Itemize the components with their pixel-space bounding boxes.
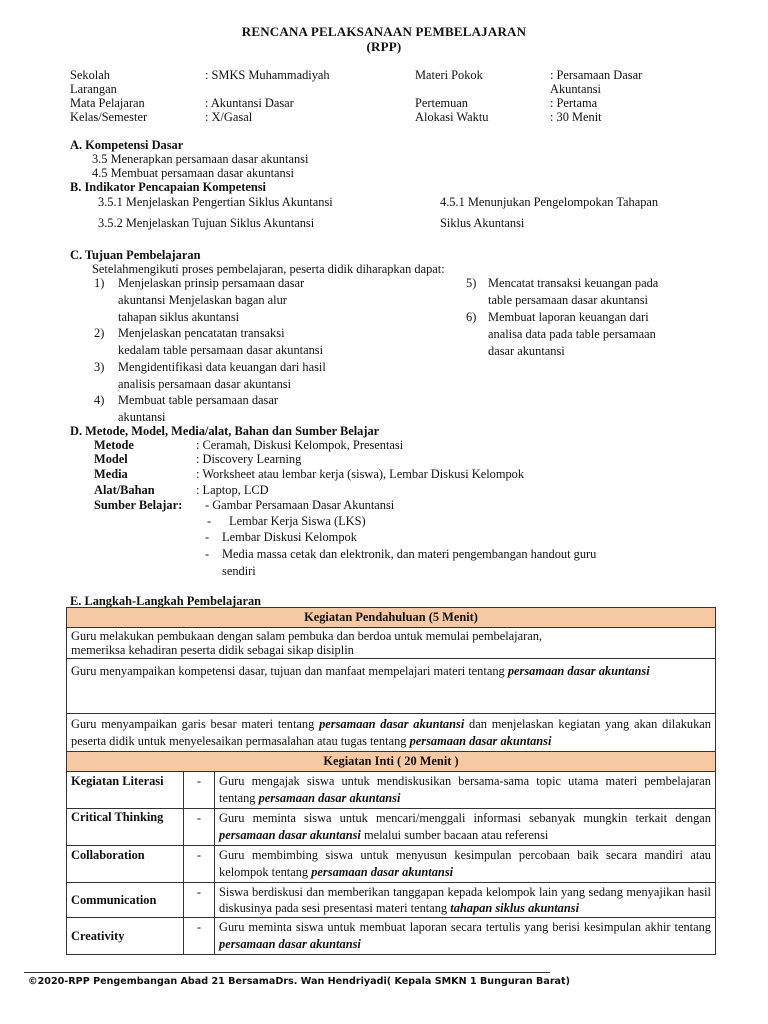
mapel-value: : Akuntansi Dasar: [205, 96, 294, 110]
step-line: memeriksa kehadiran peserta didik sebagai sikap disiplin: [71, 643, 354, 657]
document-subtitle: (RPP): [366, 39, 402, 54]
pertemuan-label: Pertemuan: [415, 96, 468, 110]
row-text: Guru mengajak siswa untuk mendiskusikan bersama-sama topic utama materi pembelajaran tentang: [219, 774, 711, 805]
footer-rule: [24, 972, 550, 973]
step-text: Guru menyampaikan kompetensi dasar, tujuan dan manfaat mempelajari materi tentang: [71, 664, 505, 678]
kd-item: 4.5 Membuat persamaan dasar akuntansi: [92, 166, 294, 180]
step-text: Guru menyampaikan garis besar materi tentang: [71, 717, 315, 731]
sumber-item: Lembar Diskusi Kelompok: [222, 530, 357, 544]
indikator-3-5-2: 3.5.2 Menjelaskan Tujuan Siklus Akuntansi: [98, 216, 315, 230]
row-text: Siswa berdiskusi dan memberikan tanggapan kepada kelompok lain yang sedang menyajikan hasil diskusinya pada sesi presentasi materi tentang: [219, 885, 711, 915]
tujuan-line: akuntansi: [118, 410, 166, 424]
pertemuan-value: : Pertama: [550, 96, 598, 110]
tujuan-line: kedalam table persamaan dasar akuntansi: [118, 343, 324, 357]
tujuan-num: 3): [94, 360, 105, 374]
pendahuluan-header: Kegiatan Pendahuluan (5 Menit): [67, 608, 716, 628]
row-emphasis: persamaan dasar akuntansi: [258, 791, 401, 805]
inti-label: Communication: [67, 883, 184, 918]
inti-label: Critical Thinking: [67, 809, 184, 846]
tujuan-line: tahapan siklus akuntansi: [118, 310, 240, 324]
sumber-label: Sumber Belajar:: [94, 498, 183, 512]
footer-text: ©2020-RPP Pengembangan Abad 21 BersamaDrs. Wan Hendriyadi( Kepala SMKN 1 Bunguran Barat): [28, 976, 570, 987]
model-value: : Discovery Learning: [196, 452, 302, 466]
inti-text: [215, 846, 716, 883]
alokasi-value: : 30 Menit: [550, 110, 602, 124]
alat-label: Alat/Bahan: [94, 483, 155, 497]
pendahuluan-step-1: [67, 628, 716, 659]
section-d-heading: D. Metode, Model, Media/alat, Bahan dan Sumber Belajar: [70, 424, 380, 438]
langkah-pembelajaran-table: [66, 607, 716, 955]
tujuan-line: dasar akuntansi: [488, 344, 565, 358]
section-b-heading: B. Indikator Pencapaian Kompetensi: [70, 180, 266, 194]
kelas-value: : X/Gasal: [205, 110, 253, 124]
row-dash: -: [184, 772, 215, 809]
sumber-dash: -: [205, 530, 210, 544]
indikator-3-5-1: 3.5.1 Menjelaskan Pengertian Siklus Akuntansi: [98, 195, 333, 209]
row-emphasis: tahapan siklus akuntansi: [450, 901, 580, 915]
row-dash: -: [184, 883, 215, 918]
sumber-item-cont: sendiri: [222, 564, 256, 578]
tujuan-num: 6): [466, 310, 477, 324]
pendahuluan-step-3: [67, 714, 716, 752]
section-e-heading: E. Langkah-Langkah Pembelajaran: [70, 594, 262, 608]
materi-value-cont: Akuntansi: [550, 82, 601, 96]
step-emphasis: persamaan dasar akuntansi: [409, 734, 552, 748]
row-dash: -: [184, 918, 215, 955]
row-text: melalui sumber bacaan atau referensi: [363, 828, 549, 842]
step-emphasis: persamaan dasar akuntansi: [319, 717, 465, 731]
pendahuluan-step-2: [67, 659, 716, 714]
sumber-dash: -: [205, 547, 210, 561]
sekolah-value: : SMKS Muhammadiyah: [205, 68, 330, 82]
section-a-heading: A. Kompetensi Dasar: [70, 138, 184, 152]
tujuan-line: Menjelaskan prinsip persamaan dasar: [118, 276, 305, 290]
tujuan-line: Menjelaskan pencatatan transaksi: [118, 326, 285, 340]
table-row: [67, 918, 716, 955]
inti-label: Creativity: [67, 918, 184, 955]
metode-label: Metode: [94, 438, 134, 452]
materi-value: : Persamaan Dasar: [550, 68, 643, 82]
materi-label: Materi Pokok: [415, 68, 483, 82]
step-line: Guru melakukan pembukaan dengan salam pembuka dan berdoa untuk memulai pembelajaran,: [71, 629, 543, 643]
tujuan-line: Membuat table persamaan dasar: [118, 393, 278, 407]
inti-header: Kegiatan Inti ( 20 Menit ): [67, 752, 716, 772]
kd-item: 3.5 Menerapkan persamaan dasar akuntansi: [92, 152, 309, 166]
alokasi-label: Alokasi Waktu: [415, 110, 489, 124]
tujuan-line: analisis persamaan dasar akuntansi: [118, 377, 292, 391]
sumber-item: Media massa cetak dan elektronik, dan materi pengembangan handout guru: [222, 547, 597, 561]
row-text: Guru meminta siswa untuk mencari/menggali informasi sebanyak mungkin terkait dengan: [219, 811, 711, 825]
tujuan-line: akuntansi Menjelaskan bagan alur: [118, 293, 287, 307]
model-label: Model: [94, 452, 128, 466]
tujuan-num: 1): [94, 276, 105, 290]
row-emphasis: persamaan dasar akuntansi: [219, 937, 361, 951]
tujuan-line: Mengidentifikasi data keuangan dari hasil: [118, 360, 326, 374]
table-row: [67, 883, 716, 918]
tujuan-intro: Setelahmengikuti proses pembelajaran, peserta didik diharapkan dapat:: [92, 262, 445, 276]
sumber-dash: -: [207, 514, 212, 528]
sekolah-value-cont: Larangan: [70, 82, 117, 96]
row-text: Guru membimbing siswa untuk menyusun kesimpulan percobaan baik secara mandiri atau kelompok tentang: [219, 848, 711, 879]
table-row: [67, 809, 716, 846]
tujuan-line: table persamaan dasar akuntansi: [488, 293, 648, 307]
inti-text: [215, 918, 716, 955]
row-dash: -: [184, 809, 215, 846]
sumber-item: Lembar Kerja Siswa (LKS): [229, 514, 366, 528]
kelas-label: Kelas/Semester: [70, 110, 148, 124]
table-row: [67, 772, 716, 809]
tujuan-num: 2): [94, 326, 105, 340]
tujuan-num: 5): [466, 276, 477, 290]
sekolah-label: Sekolah: [70, 68, 110, 82]
inti-text: [215, 883, 716, 918]
document-title: RENCANA PELAKSANAAN PEMBELAJARAN: [241, 24, 527, 39]
alat-value: : Laptop, LCD: [196, 483, 269, 497]
media-value: : Worksheet atau lembar kerja (siswa), Lembar Diskusi Kelompok: [196, 467, 525, 481]
media-label: Media: [94, 467, 128, 481]
inti-text: [215, 772, 716, 809]
inti-text: [215, 809, 716, 846]
table-row: [67, 846, 716, 883]
step-text: dan menjelaskan kegiatan yang akan dilakukan peserta didik untuk menyelesaikan permasalahan atau tugas tentang: [71, 717, 711, 748]
section-c-heading: C. Tujuan Pembelajaran: [70, 248, 201, 262]
step-emphasis: persamaan dasar akuntansi: [507, 664, 650, 678]
row-text: Guru meminta siswa untuk membuat laporan secara tertulis yang berisi kesimpulan akhir tentang: [219, 920, 711, 934]
metode-value: : Ceramah, Diskusi Kelompok, Presentasi: [196, 438, 404, 452]
inti-label: Kegiatan Literasi: [67, 772, 184, 809]
tujuan-line: Mencatat transaksi keuangan pada: [488, 276, 659, 290]
tujuan-line: Membuat laporan keuangan dari: [488, 310, 649, 324]
indikator-4-5-1-cont: Siklus Akuntansi: [440, 216, 525, 230]
tujuan-num: 4): [94, 393, 105, 407]
inti-label: Collaboration: [67, 846, 184, 883]
tujuan-line: analisa data pada table persamaan: [488, 327, 656, 341]
mapel-label: Mata Pelajaran: [70, 96, 145, 110]
row-dash: -: [184, 846, 215, 883]
row-emphasis: persamaan dasar akuntansi: [219, 828, 361, 842]
row-emphasis: persamaan dasar akuntansi: [311, 865, 454, 879]
indikator-4-5-1: 4.5.1 Menunjukan Pengelompokan Tahapan: [440, 195, 659, 209]
sumber-item: - Gambar Persamaan Dasar Akuntansi: [205, 498, 395, 512]
